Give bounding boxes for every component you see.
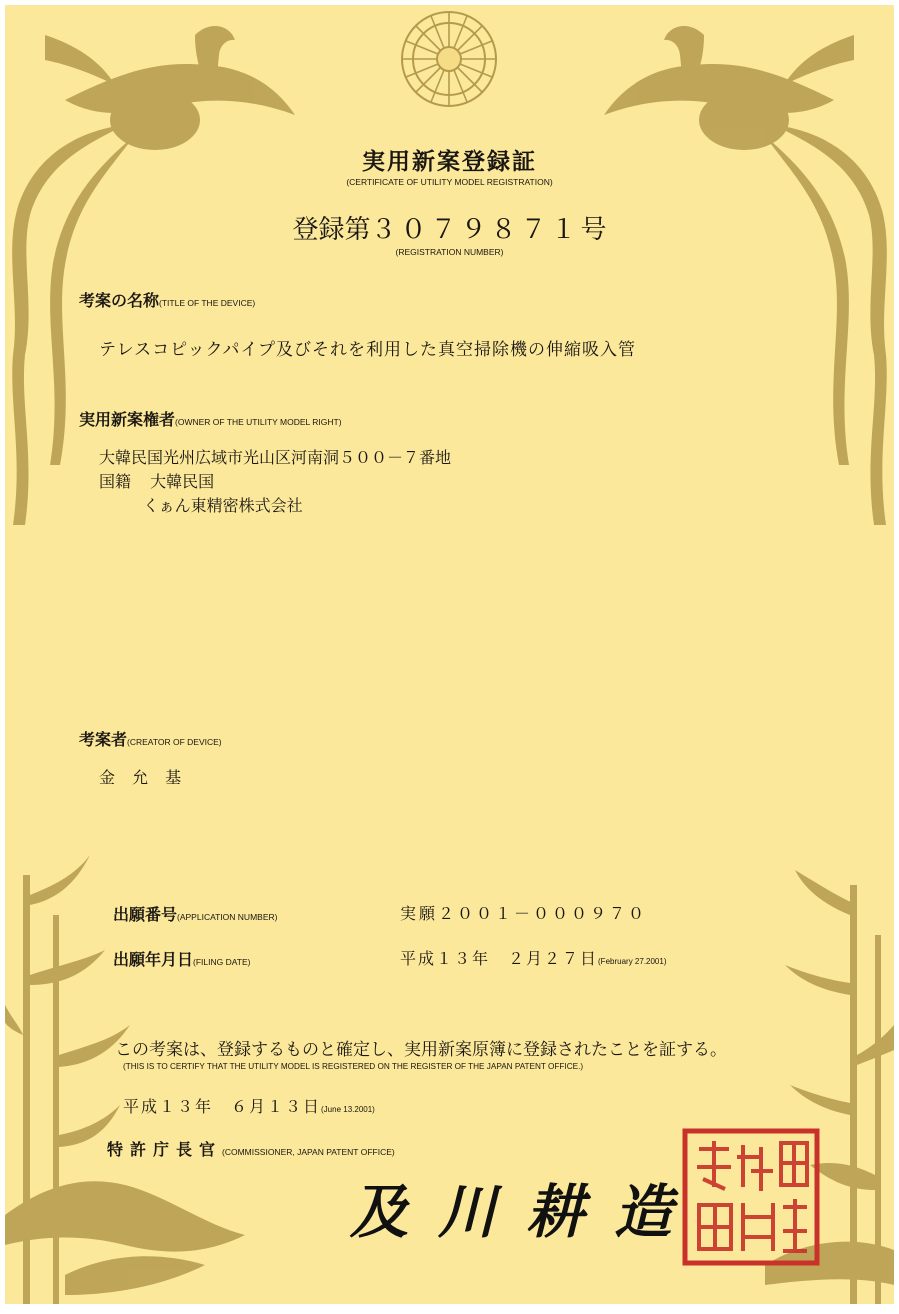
application-number-label-en: (APPLICATION NUMBER): [177, 912, 278, 922]
owner-address: 大韓民国光州広域市光山区河南洞５００－７番地: [99, 448, 452, 467]
filing-date-value: 平成１３年 ２月２７日(February 27.2001): [400, 949, 667, 968]
registration-number: ３０７９８７１: [370, 215, 581, 245]
creator-name: 金 允 基: [99, 768, 188, 787]
device-title-label: 考案の名称(TITLE OF THE DEVICE): [79, 291, 256, 310]
filing-date-label: 出願年月日(FILING DATE): [113, 950, 251, 969]
commissioner-label-en: (COMMISSIONER, JAPAN PATENT OFFICE): [222, 1147, 395, 1157]
device-title-label-en: (TITLE OF THE DEVICE): [159, 298, 256, 308]
filing-date-en: (February 27.2001): [598, 957, 667, 966]
owner-label-en: (OWNER OF THE UTILITY MODEL RIGHT): [175, 417, 342, 427]
registration-prefix: 登録第: [292, 215, 371, 245]
certificate-page: [5, 5, 894, 1304]
creator-label: 考案者(CREATOR OF DEVICE): [79, 730, 222, 749]
certification-statement-en: (THIS IS TO CERTIFY THAT THE UTILITY MODEL IS REGISTERED ON THE REGISTER OF THE JAPAN PATENT OFFICE.): [123, 1062, 584, 1071]
nationality-value: 大韓民国: [150, 472, 215, 491]
application-number-label: 出願番号(APPLICATION NUMBER): [113, 905, 278, 924]
certificate-title-en: (CERTIFICATE OF UTILITY MODEL REGISTRATION): [346, 177, 553, 187]
nationality-label: 国籍: [99, 472, 132, 491]
commissioner-label: 特許庁長官(COMMISSIONER, JAPAN PATENT OFFICE): [107, 1140, 395, 1159]
commissioner-signature: 及川耕造: [350, 1178, 703, 1246]
filing-date-label-en: (FILING DATE): [193, 957, 251, 967]
certification-statement: この考案は、登録するものと確定し、実用新案原簿に登録されたことを証する。: [115, 1040, 727, 1060]
certification-date-en: (June 13.2001): [321, 1105, 375, 1114]
device-title-value: テレスコピックパイプ及びそれを利用した真空掃除機の伸縮吸入管: [99, 340, 636, 360]
registration-number-line: [5, 209, 894, 246]
owner-company: くぁん東精密株式会社: [143, 496, 303, 515]
chrysanthemum-crest-icon: [397, 7, 501, 111]
owner-label: 実用新案権者(OWNER OF THE UTILITY MODEL RIGHT): [79, 410, 342, 429]
registration-number-en: (REGISTRATION NUMBER): [395, 247, 504, 257]
certification-date: 平成１３年 ６月１３日(June 13.2001): [123, 1097, 375, 1116]
owner-nationality-line: [99, 469, 214, 492]
creator-label-en: (CREATOR OF DEVICE): [127, 737, 222, 747]
application-number-value: 実願２００１－０００９７０: [400, 904, 648, 923]
phoenix-right-icon: [594, 5, 894, 545]
registration-suffix: 号: [580, 215, 607, 245]
certificate-title: 実用新案登録証: [362, 148, 537, 175]
